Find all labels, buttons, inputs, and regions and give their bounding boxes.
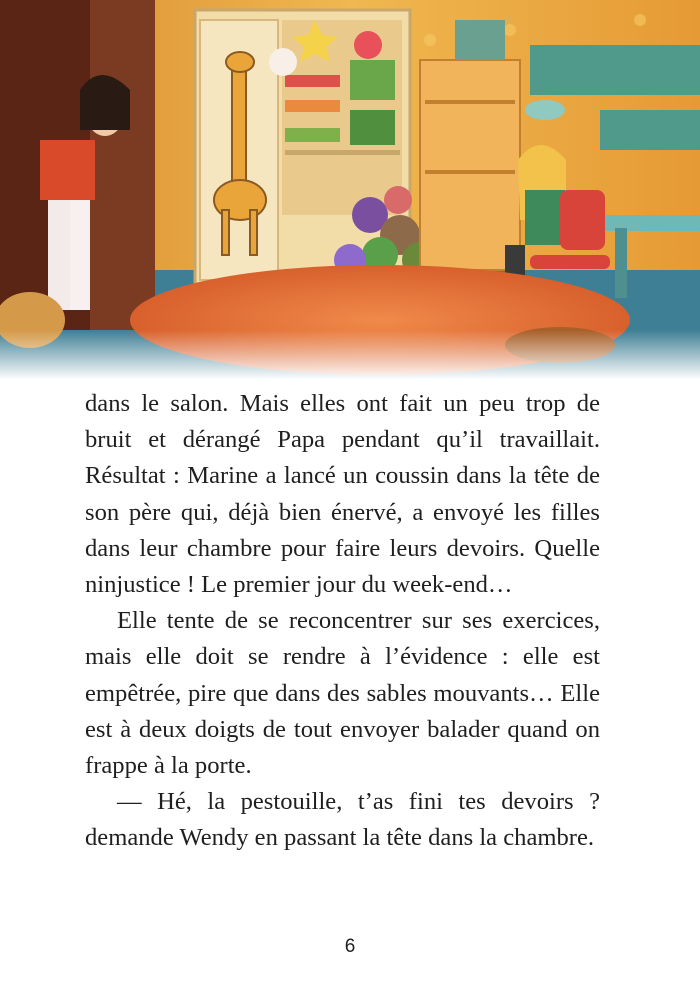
body-text (85, 386, 600, 857)
page-number: 6 (344, 936, 356, 957)
bedroom-illustration (0, 0, 700, 380)
paragraph: dans le salon. Mais elles ont fait un peu trop de bruit et dérangé Papa pendant qu’il travaillait. Résultat : Marine a lancé un coussin dans la tête de son père qui, déjà bien énervé, a envoyé les filles dans leur chambre pour faire leurs devoirs. Quelle ninjustice ! Le premier jour du week-end… (85, 390, 600, 599)
dialogue-paragraph: — Hé, la pestouille, t’as fini tes devoirs ? demande Wendy en passant la tête dans la chambre. (85, 788, 600, 852)
paragraph: Elle tente de se reconcentrer sur ses exercices, mais elle doit se rendre à l’évidence : elle est empêtrée, pire que dans des sables mouvants… Elle est à deux doigts de tout envoyer balader quand on frappe à la porte. (85, 607, 600, 780)
